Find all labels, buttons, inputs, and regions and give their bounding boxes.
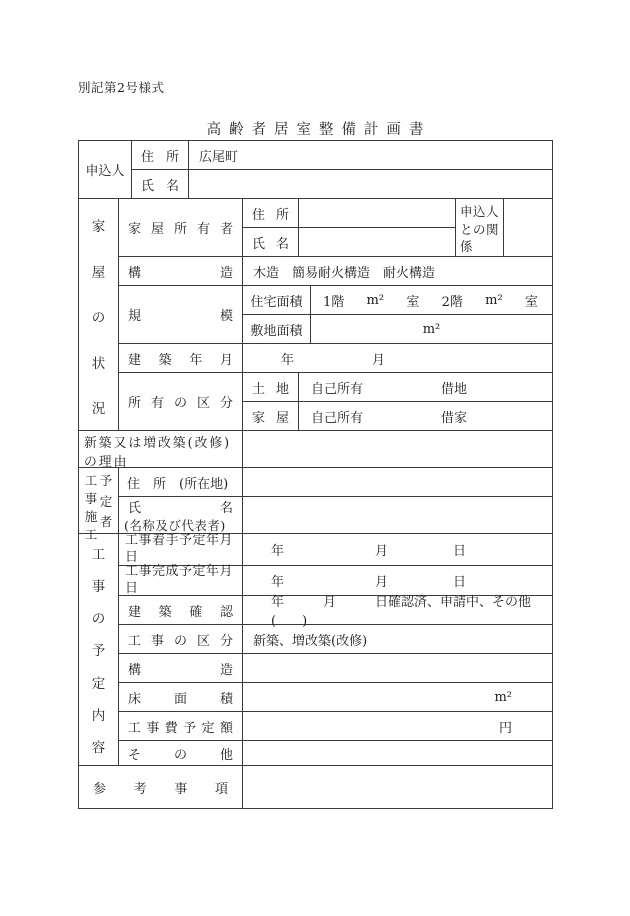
plan-form-table: [78, 140, 553, 809]
notes-field: [243, 766, 552, 808]
contractor-address-label: 住 所 (所在地): [119, 468, 243, 497]
contractor-name-label-line1: 氏 名: [128, 500, 233, 516]
ownership-land-options: 自己所有 借地: [299, 373, 552, 402]
work-category-field: 新築、増改築(改修): [243, 625, 552, 654]
work-cost-row: [119, 712, 552, 741]
applicant-name-field: [189, 170, 552, 199]
owner-name-field: [299, 228, 456, 257]
notes-label: 参 考 事 項: [79, 766, 243, 808]
reason-field: [243, 431, 552, 468]
building-confirmation-field: 年 月 日確認済、申請中、その他( ): [243, 596, 552, 625]
house-area-label: 住宅面積: [243, 286, 311, 315]
work-start-date-field: 年 月 日: [243, 534, 552, 566]
house-status-vertical-label-cell: [79, 199, 119, 431]
ownership-house-options: 自己所有 借家: [299, 402, 552, 431]
work-other-label: そ の 他: [119, 741, 243, 766]
building-confirmation-label: 建 築 確 認: [119, 596, 243, 625]
work-completion-date-field: 年 月 日: [243, 566, 552, 596]
house-area-item: m²: [485, 292, 503, 308]
built-date-row: [119, 344, 552, 373]
scale-row: [119, 286, 552, 344]
floor-area-field: m²: [243, 683, 552, 712]
work-other-row: [119, 741, 552, 766]
structure-row: [119, 257, 552, 286]
structure-label: 構 造: [119, 257, 243, 286]
owner-address-label: 住 所: [243, 199, 299, 228]
owner-address-field: [299, 199, 456, 228]
house-status-section: [79, 199, 552, 431]
contractor-vertical-label-right: 予 定 者: [99, 473, 113, 529]
reason-label: 新築又は増改築(改修)の理由: [79, 431, 243, 468]
contractor-vertical-label-left: 工 事 施 工: [84, 473, 98, 542]
house-area-item: 室: [524, 294, 538, 310]
built-date-label: 建 築 年 月: [119, 344, 243, 373]
reason-row: [79, 431, 552, 471]
house-area-item: 1階: [323, 294, 345, 310]
house-owner-label: 家 屋 所 有 者: [119, 199, 243, 257]
contractor-vertical-label: [84, 468, 114, 542]
applicant-address-field: 広尾町: [189, 141, 552, 170]
notes-row: [79, 766, 552, 808]
floor-area-label: 床 面 積: [119, 683, 243, 712]
ownership-land-label: 土 地: [243, 373, 299, 402]
house-area-item: m²: [366, 292, 385, 308]
work-category-row: [119, 625, 552, 654]
work-structure-label: 構 造: [119, 654, 243, 683]
ownership-row: [119, 373, 552, 431]
contractor-name-label: [119, 497, 243, 534]
contractor-vertical-label-cell: [79, 468, 119, 542]
house-area-item: 2階: [441, 294, 463, 310]
work-cost-label: 工 事 費 予 定 額: [119, 712, 243, 741]
work-category-label: 工 事 の 区 分: [119, 625, 243, 654]
house-area-item: 室: [406, 294, 420, 310]
site-area-field: m²: [311, 315, 552, 344]
site-area-label: 敷地面積: [243, 315, 311, 344]
work-structure-field: [243, 654, 552, 683]
owner-relation-label: 申込人との関係: [456, 199, 504, 257]
house-status-vertical-label: 家 屋 の 状 況: [91, 219, 106, 417]
work-plan-vertical-label-cell: [79, 534, 119, 766]
contractor-section: [79, 468, 552, 542]
applicant-address-label: 住 所: [132, 141, 189, 170]
applicant-label: 申込人: [79, 141, 132, 199]
house-area-field: [311, 286, 552, 315]
form-number: 別記第2号様式: [78, 80, 165, 95]
contractor-name-field: [243, 497, 552, 534]
contractor-name-label-line2: (名称及び代表者): [124, 517, 226, 533]
work-start-date-row: [119, 534, 552, 566]
scale-label: 規 模: [119, 286, 243, 344]
work-start-date-label: 工事着手予定年月日: [125, 533, 234, 565]
floor-area-row: [119, 683, 552, 712]
work-cost-field: 円: [243, 712, 552, 741]
applicant-section: [79, 141, 552, 199]
ownership-label: 所 有 の 区 分: [119, 373, 243, 431]
work-completion-date-label: 工事完成予定年月日: [125, 564, 234, 596]
work-structure-row: [119, 654, 552, 683]
built-date-field: 年 月: [243, 344, 552, 373]
building-confirmation-row: [119, 595, 552, 629]
house-owner-row: [119, 199, 552, 257]
contractor-address-field: [243, 468, 552, 497]
form-title: 高齢者居室整備計画書: [206, 122, 432, 138]
structure-options: 木造 簡易耐火構造 耐火構造: [243, 257, 552, 286]
work-other-field: [243, 741, 552, 766]
owner-relation-field: [504, 199, 552, 257]
work-plan-section: [79, 534, 552, 766]
applicant-name-label: 氏 名: [132, 170, 189, 199]
owner-name-label: 氏 名: [243, 228, 299, 257]
work-plan-vertical-label: 工 事 の 予 定 内 容: [91, 547, 106, 756]
ownership-house-label: 家 屋: [243, 402, 299, 431]
